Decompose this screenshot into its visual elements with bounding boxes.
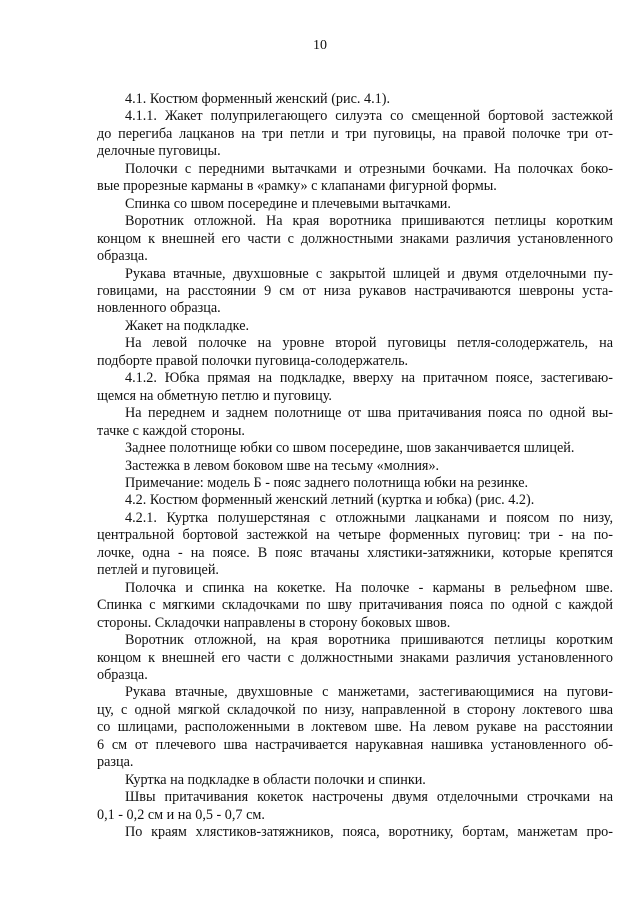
paragraph <box>97 266 613 318</box>
text-line: Примечание: модель Б - пояс заднего полотнища юбки на резинке. <box>125 474 529 491</box>
text-line: Рукава втачные, двухшовные с закрытой шлицей и двумя отделочными пу- <box>125 265 613 282</box>
text-line: 4.2. Костюм форменный женский летний (куртка и юбка) (рис. 4.2). <box>125 492 535 509</box>
text-line: петлей и пуговицей. <box>97 562 219 579</box>
paragraph <box>97 213 613 265</box>
page-number: 10 <box>313 38 327 53</box>
paragraph <box>97 91 613 108</box>
text-line: Полочка и спинка на кокетке. На полочке - карманы в рельефном шве. <box>125 579 613 596</box>
paragraph <box>97 196 613 213</box>
text-line: На левой полочке на уровне второй пуговицы петля-солодержатель, на <box>125 335 613 352</box>
text-line: со шлицами, расположенными в локтевом шве. На левом рукаве на расстоянии <box>97 719 613 736</box>
paragraph <box>97 684 613 771</box>
text-line: Воротник отложной. На края воротника пришиваются петлицы коротким <box>125 213 613 230</box>
paragraph <box>97 632 613 684</box>
text-line: Воротник отложной, на края воротника пришиваются петлицы коротким <box>125 632 613 649</box>
text-line: образца. <box>97 248 148 265</box>
text-line: делочные пуговицы. <box>97 143 221 160</box>
text-line: 4.1.2. Юбка прямая на подкладке, вверху на притачном поясе, застегиваю- <box>125 370 613 387</box>
text-line: Заднее полотнище юбки со швом посередине, шов заканчивается шлицей. <box>125 440 575 457</box>
text-line: говицами, на расстоянии 9 см от низа рукавов настрачиваются шевроны уста- <box>97 282 613 299</box>
text-line: до перегиба лацканов на три петли и три пуговицы, на правой полочке три от- <box>97 125 613 142</box>
text-line: Спинка со швом посередине и плечевыми вытачками. <box>125 195 451 212</box>
paragraph <box>97 824 613 841</box>
text-line: 6 см от плечевого шва настрачивается нарукавная нашивка установленного об- <box>97 736 613 753</box>
text-line: центральной бортовой застежкой на четыре форменных пуговиц: три - на по- <box>97 527 613 544</box>
paragraph <box>97 510 613 580</box>
text-line: вые прорезные карманы в «рамку» с клапанами фигурной формы. <box>97 178 497 195</box>
text-line: тачке с каждой стороны. <box>97 422 245 439</box>
text-line: концом к внешней его части с должностными знаками различия установленного <box>97 649 613 666</box>
text-line: Рукава втачные, двухшовные с манжетами, застегивающимися на пугови- <box>125 684 613 701</box>
paragraph <box>97 580 613 632</box>
paragraph <box>97 789 613 824</box>
text-line: разца. <box>97 754 134 771</box>
text-line: щемся на обметную петлю и пуговицу. <box>97 387 332 404</box>
text-line: Куртка на подкладке в области полочки и спинки. <box>125 771 426 788</box>
paragraph <box>97 405 613 440</box>
text-line: Застежка в левом боковом шве на тесьму «молния». <box>125 457 440 474</box>
paragraph <box>97 440 613 457</box>
text-line: Швы притачивания кокеток настрочены двумя отделочными строчками на <box>125 789 613 806</box>
text-line: Жакет на подкладке. <box>125 317 250 334</box>
text-line: концом к внешней его части с должностными знаками различия установленного <box>97 230 613 247</box>
text-line: По краям хлястиков-затяжников, пояса, воротнику, бортам, манжетам про- <box>125 824 613 841</box>
paragraph <box>97 318 613 335</box>
paragraph <box>97 492 613 509</box>
text-line: Спинка с мягкими складочками по шву притачивания пояса по одной с каждой <box>97 597 613 614</box>
paragraph <box>97 335 613 370</box>
text-line: 4.2.1. Куртка полушерстяная с отложными лацканами и поясом по низу, <box>125 509 613 526</box>
paragraph <box>97 370 613 405</box>
text-line: лочке, одна - на поясе. В пояс втачаны хлястики-затяжники, которые крепятся <box>97 544 613 561</box>
text-line: 0,1 - 0,2 см и на 0,5 - 0,7 см. <box>97 806 265 823</box>
document-body <box>97 91 613 841</box>
text-line: 4.1.1. Жакет полуприлегающего силуэта со смещенной бортовой застежкой <box>125 108 613 125</box>
paragraph <box>97 772 613 789</box>
paragraph <box>97 475 613 492</box>
text-line: цу, с одной мягкой складочкой по низу, направленной в сторону локтевого шва <box>97 701 613 718</box>
text-line: стороны. Складочки направлены в сторону боковых швов. <box>97 614 451 631</box>
paragraph <box>97 458 613 475</box>
text-line: образца. <box>97 666 148 683</box>
text-line: подборте правой полочки пуговица-солодержатель. <box>97 352 409 369</box>
paragraph <box>97 108 613 160</box>
text-line: На переднем и заднем полотнище от шва притачивания пояса по одной вы- <box>125 405 613 422</box>
text-line: Полочки с передними вытачками и отрезными бочками. На полочках боко- <box>125 160 613 177</box>
text-line: 4.1. Костюм форменный женский (рис. 4.1). <box>125 91 390 107</box>
text-line: новленного образца. <box>97 300 221 317</box>
paragraph <box>97 161 613 196</box>
